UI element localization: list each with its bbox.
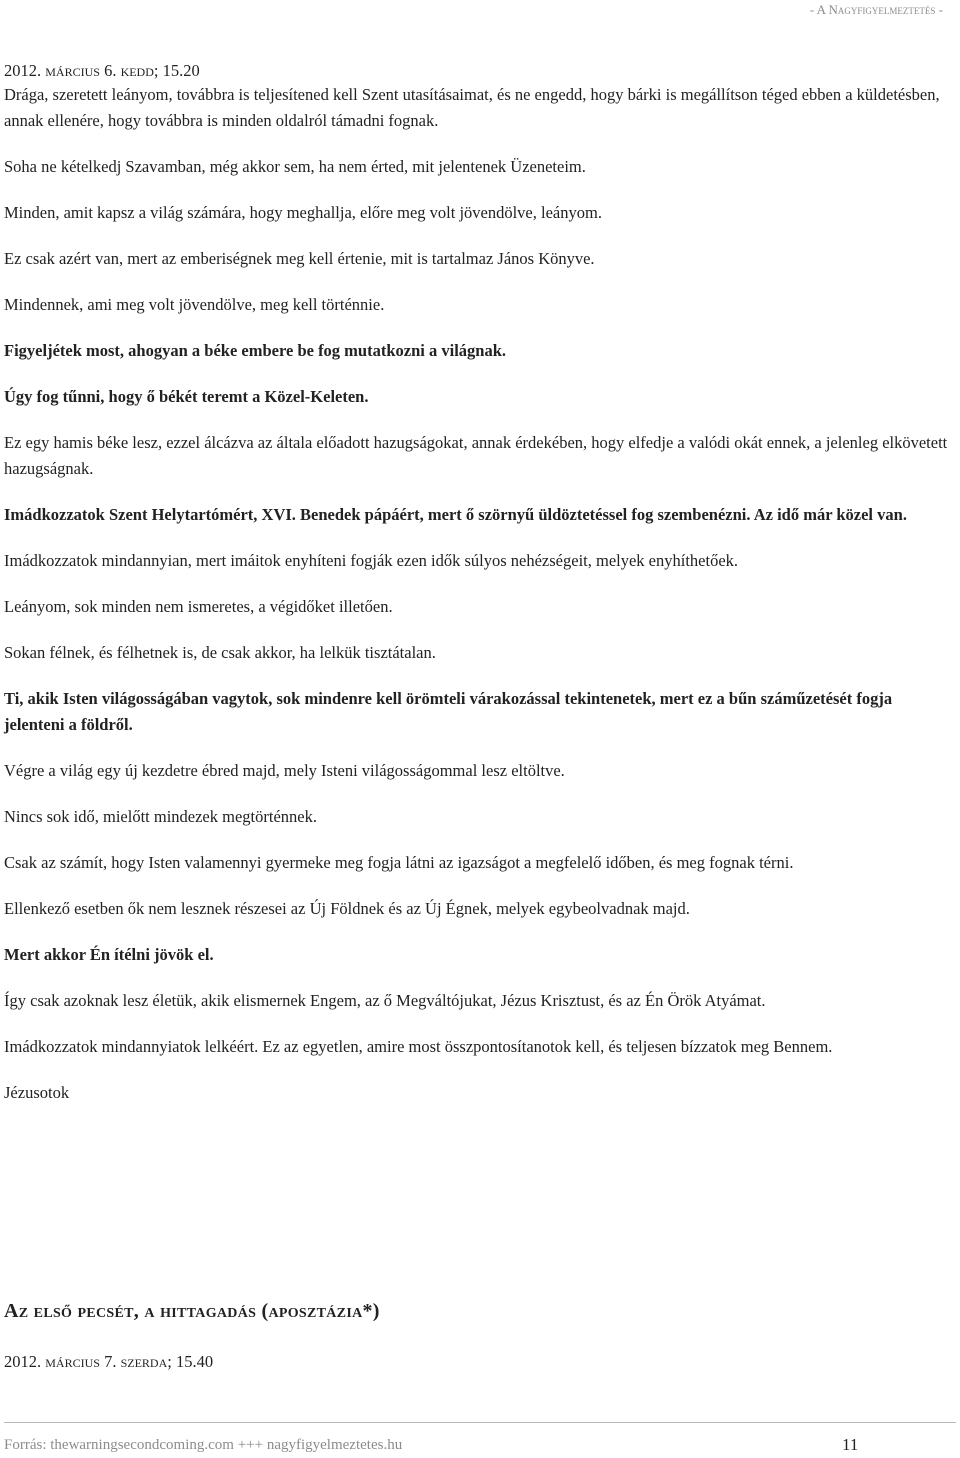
message-paragraph: Ez egy hamis béke lesz, ezzel álcázva az általa előadott hazugságokat, annak érdekében, hogy elfedje a valódi okát ennek, a jelenleg elkövetett hazugságnak. <box>4 433 948 478</box>
message-date <box>4 60 950 82</box>
message-paragraph: Leányom, sok minden nem ismeretes, a végidőket illetően. <box>4 597 393 616</box>
message-paragraph: Úgy fog tűnni, hogy ő békét teremt a Közel-Keleten. <box>4 387 369 406</box>
message-body <box>4 60 950 1106</box>
paragraph-gap <box>4 968 950 988</box>
date-weekday: kedd <box>120 61 154 80</box>
message-paragraph: Végre a világ egy új kezdetre ébred majd, mely Isteni világosságommal lesz eltöltve. <box>4 761 565 780</box>
message-paragraph: Imádkozzatok Szent Helytartómért, XVI. Benedek pápáért, mert ő szörnyű üldöztetéssel fog szembenézni. Az idő már közel van. <box>4 505 907 524</box>
date-weekday: szerda <box>120 1352 168 1371</box>
paragraph-gap <box>4 738 950 758</box>
page-number: 11 <box>842 1435 859 1454</box>
message-paragraph: Csak az számít, hogy Isten valamennyi gyermeke meg fogja látni az igazságot a megfelelő időben, és meg fognak térni. <box>4 853 794 872</box>
paragraph-list <box>4 82 950 1106</box>
paragraph-gap <box>4 318 950 338</box>
message-paragraph: Minden, amit kapsz a világ számára, hogy meghallja, előre meg volt jövendölve, leányom. <box>4 203 602 222</box>
paragraph-gap <box>4 1060 950 1080</box>
message-paragraph: Nincs sok idő, mielőtt mindezek megtörténnek. <box>4 807 317 826</box>
message-paragraph: Figyeljétek most, ahogyan a béke embere be fog mutatkozni a világnak. <box>4 341 507 360</box>
paragraph-gap <box>4 410 950 430</box>
paragraph-gap <box>4 364 950 384</box>
next-message-date <box>4 1352 213 1372</box>
paragraph-gap <box>4 620 950 640</box>
running-header-suffix: - <box>935 2 943 17</box>
date-time: ; 15.20 <box>153 61 200 80</box>
footer-source: Forrás: thewarningsecondcoming.com +++ nagyfigyelmeztetes.hu <box>4 1437 403 1453</box>
paragraph-gap <box>4 272 950 292</box>
paragraph-gap <box>4 482 950 502</box>
section-title: Az első pecsét, a hittagadás (aposztázia*) <box>4 1300 380 1322</box>
message-paragraph: Drága, szeretett leányom, továbbra is teljesítened kell Szent utasításaimat, és ne engedd, hogy bárki is megállítson téged ebben a küldetésben, annak ellenére, hogy továbbra is minden oldalról támadni fognak. <box>4 85 940 130</box>
running-header <box>810 2 943 18</box>
message-paragraph: Soha ne kételkedj Szavamban, még akkor sem, ha nem érted, mit jelentenek Üzeneteim. <box>4 157 586 176</box>
date-month: március <box>45 1352 100 1371</box>
message-paragraph: Jézusotok <box>4 1083 70 1102</box>
footer-divider <box>4 1422 956 1423</box>
running-header-title: Nagyfigyelmeztetés <box>828 2 936 17</box>
message-paragraph: Imádkozzatok mindannyian, mert imáitok enyhíteni fogják ezen idők súlyos nehézségeit, melyek enyhíthetőek. <box>4 551 739 570</box>
date-year: 2012. <box>4 1352 46 1371</box>
date-year: 2012. <box>4 61 46 80</box>
paragraph-gap <box>4 876 950 896</box>
paragraph-gap <box>4 574 950 594</box>
date-time: ; 15.40 <box>167 1352 214 1371</box>
paragraph-gap <box>4 922 950 942</box>
paragraph-gap <box>4 134 950 154</box>
paragraph-gap <box>4 830 950 850</box>
paragraph-gap <box>4 784 950 804</box>
date-month: március <box>45 61 100 80</box>
message-paragraph: Mindennek, ami meg volt jövendölve, meg kell történnie. <box>4 295 385 314</box>
paragraph-gap <box>4 528 950 548</box>
paragraph-gap <box>4 180 950 200</box>
message-paragraph: Mert akkor Én ítélni jövök el. <box>4 945 214 964</box>
message-paragraph: Így csak azoknak lesz életük, akik elismernek Engem, az ő Megváltójukat, Jézus Krisztust, és az Én Örök Atyámat. <box>4 991 766 1010</box>
message-paragraph: Ez csak azért van, mert az emberiségnek meg kell értenie, mit is tartalmaz János Könyve. <box>4 249 595 268</box>
message-paragraph: Ti, akik Isten világosságában vagytok, sok mindenre kell örömteli várakozással tekintenetek, mert ez a bűn száműzetését fogja jelenteni a földről. <box>4 689 893 734</box>
paragraph-gap <box>4 666 950 686</box>
paragraph-gap <box>4 226 950 246</box>
paragraph-gap <box>4 1014 950 1034</box>
date-day: 7. <box>99 1352 121 1371</box>
message-paragraph: Ellenkező esetben ők nem lesznek részesei az Új Földnek és az Új Égnek, melyek egybeolvadnak majd. <box>4 899 690 918</box>
date-day: 6. <box>99 61 121 80</box>
message-paragraph: Imádkozzatok mindannyiatok lelkéért. Ez az egyetlen, amire most összpontosítanotok kell, és teljesen bízzatok meg Bennem. <box>4 1037 833 1056</box>
message-paragraph: Sokan félnek, és félhetnek is, de csak akkor, ha lelkük tisztátalan. <box>4 643 436 662</box>
running-header-prefix: - A <box>809 2 829 17</box>
